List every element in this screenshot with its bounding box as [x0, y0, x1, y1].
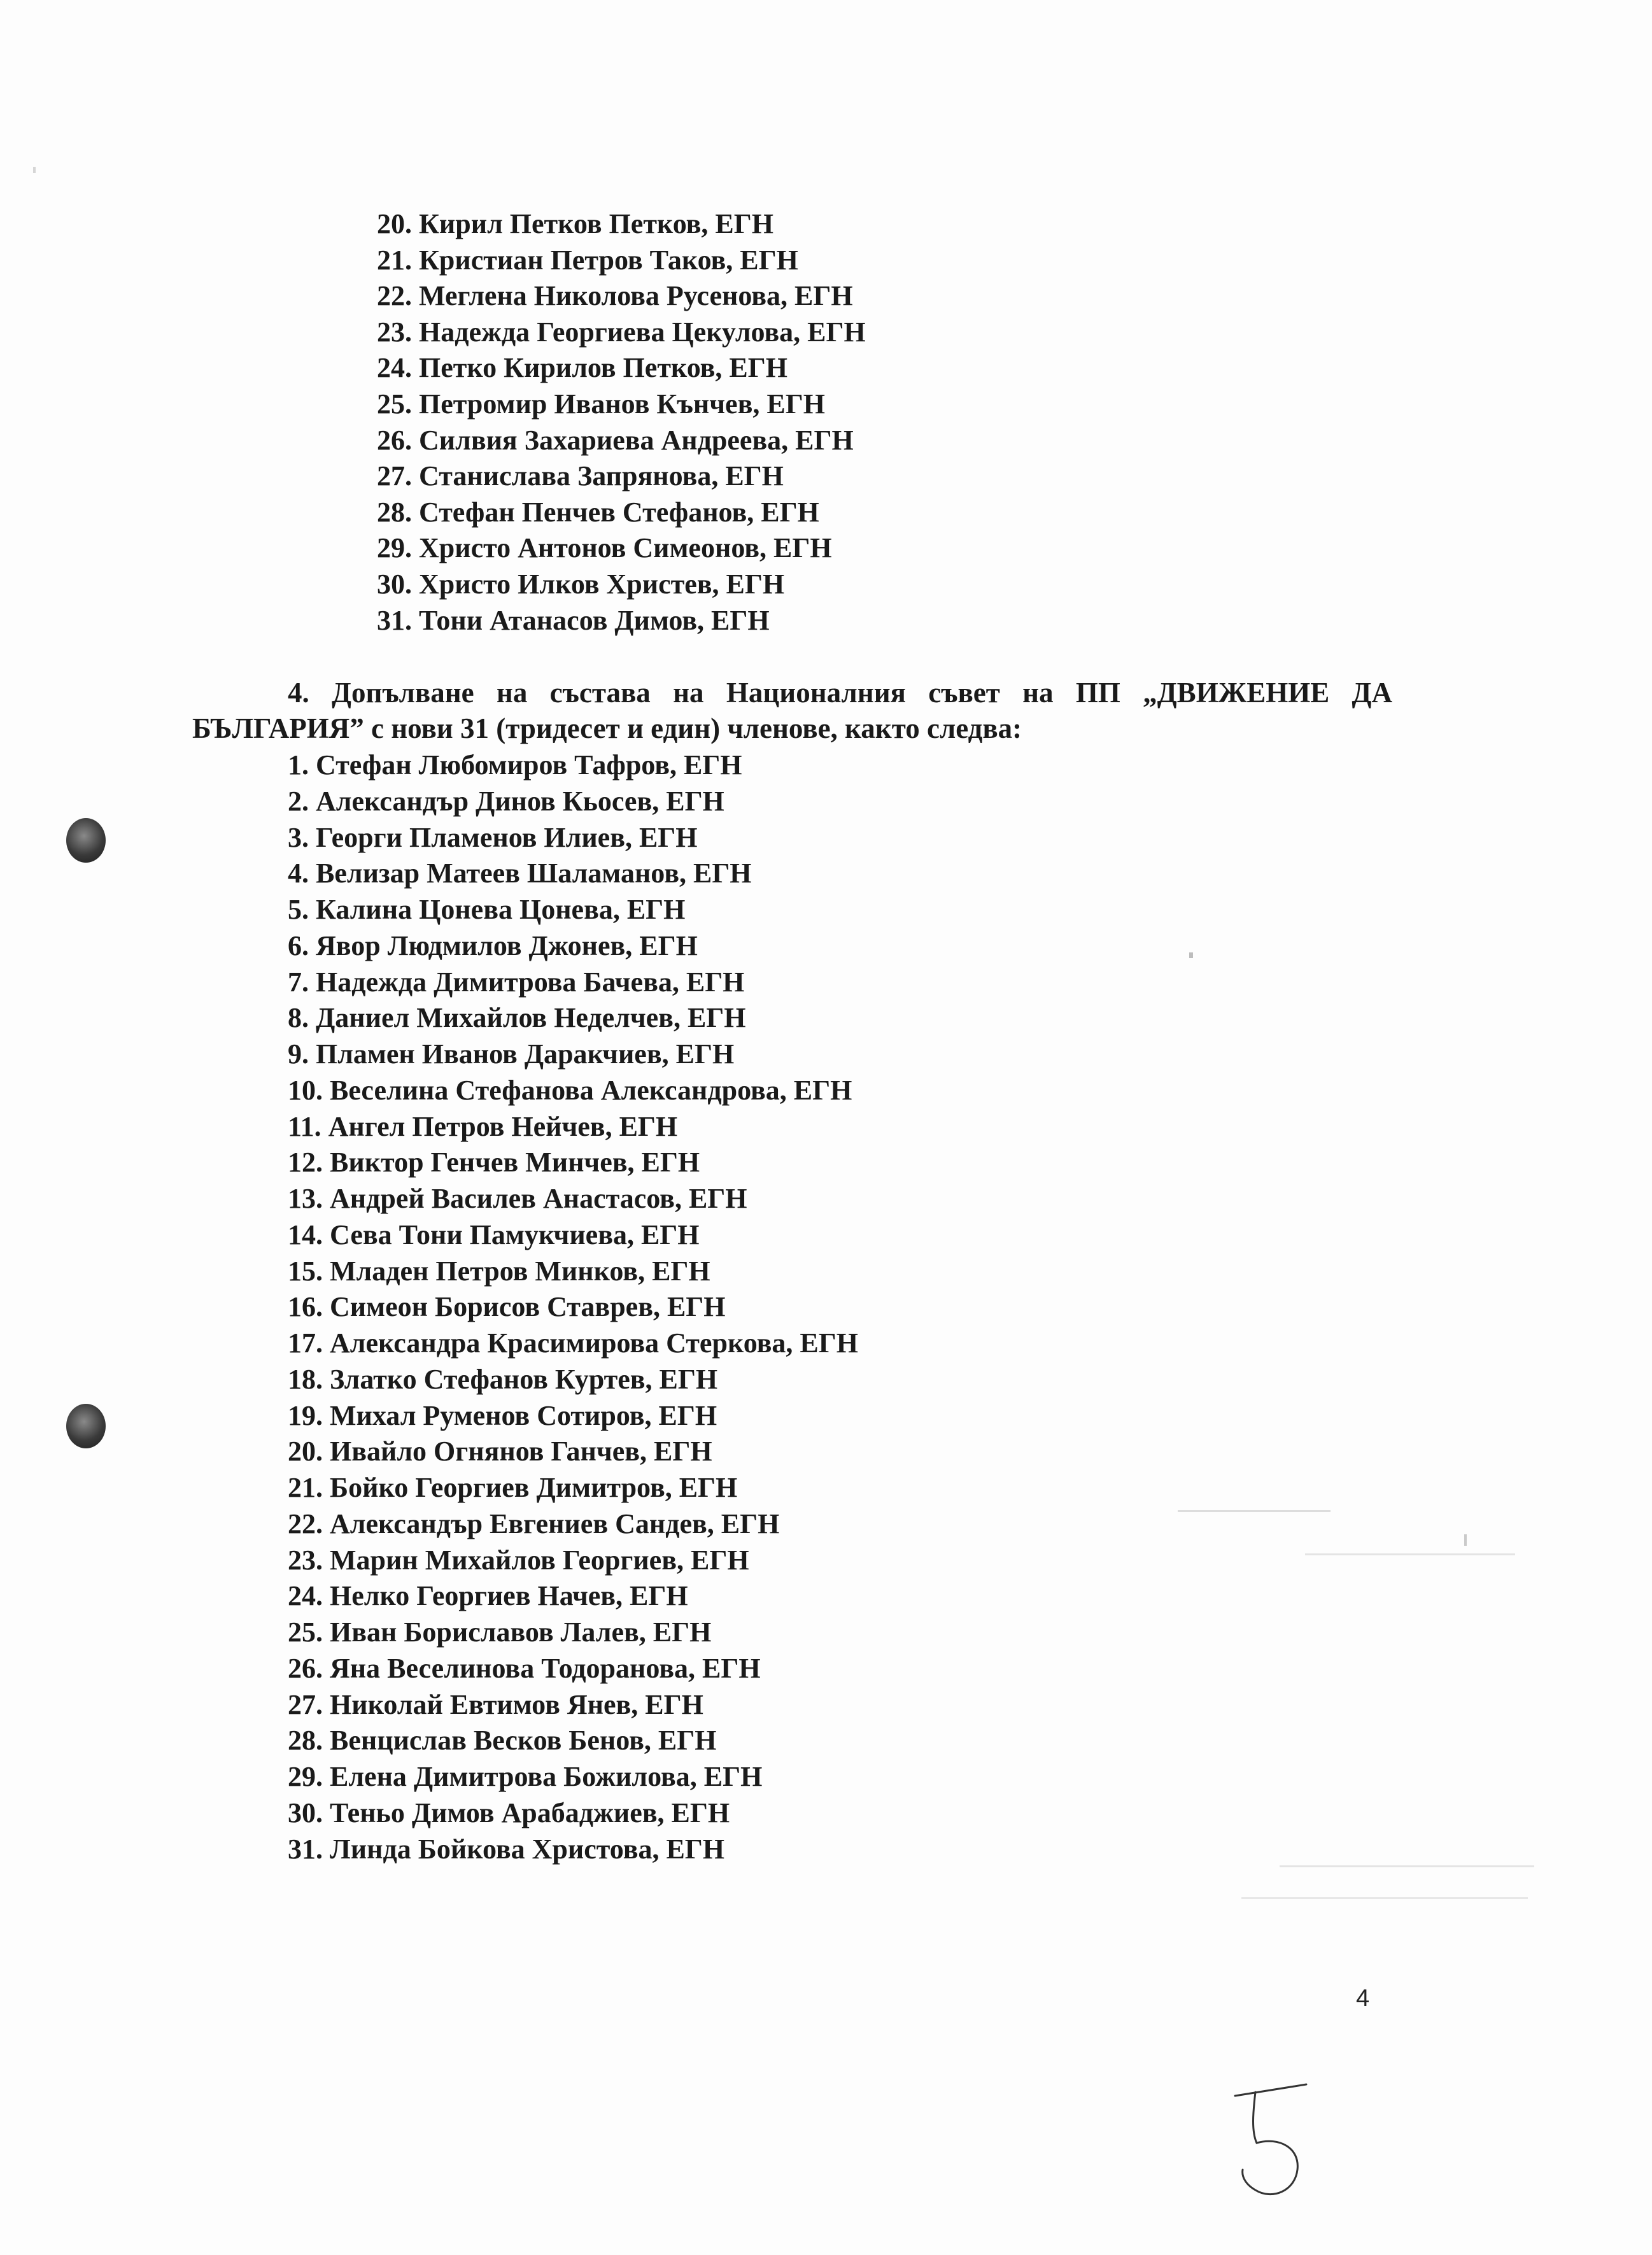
- list-item: 28. Венцислав Весков Бенов, ЕГН: [288, 1725, 717, 1757]
- list-item: 23. Марин Михайлов Георгиев, ЕГН: [288, 1544, 749, 1576]
- list-item: 27. Николай Евтимов Янев, ЕГН: [288, 1688, 703, 1720]
- list-item: 6. Явор Людмилов Джонев, ЕГН: [288, 930, 698, 961]
- paragraph-text: 4. Допълване на състава на Националния съвет на ПП „ДВИЖЕНИЕ ДА БЪЛГАРИЯ” с нови 31 (тридесет и един) членове, както следва:: [192, 677, 1392, 744]
- list-item: 20. Кирил Петков Петков, ЕГН: [377, 208, 773, 239]
- list-item: 14. Сева Тони Памукчиева, ЕГН: [288, 1219, 700, 1250]
- member-list-continued: [377, 206, 866, 639]
- list-item: 21. Кристиан Петров Таков, ЕГН: [377, 244, 798, 276]
- scan-speck: [33, 167, 36, 173]
- scan-speck: [1241, 1897, 1528, 1899]
- list-item: 7. Надежда Димитрова Бачева, ЕГН: [288, 966, 745, 998]
- list-item: 25. Иван Бориславов Лалев, ЕГН: [288, 1616, 712, 1648]
- list-item: 29. Христо Антонов Симеонов, ЕГН: [377, 532, 832, 564]
- list-item: 5. Калина Цонева Цонева, ЕГН: [288, 894, 686, 925]
- list-item: 24. Петко Кирилов Петков, ЕГН: [377, 352, 787, 384]
- list-item: 28. Стефан Пенчев Стефанов, ЕГН: [377, 496, 819, 528]
- list-item: 20. Ивайло Огнянов Ганчев, ЕГН: [288, 1436, 712, 1467]
- list-item: 30. Теньо Димов Арабаджиев, ЕГН: [288, 1797, 730, 1828]
- list-item: 26. Яна Веселинова Тодоранова, ЕГН: [288, 1652, 761, 1684]
- list-item: 24. Нелко Георгиев Начев, ЕГН: [288, 1580, 688, 1612]
- list-item: 8. Даниел Михайлов Неделчев, ЕГН: [288, 1002, 746, 1034]
- list-item: 23. Надежда Георгиева Цекулова, ЕГН: [377, 316, 866, 348]
- list-item: 27. Станислава Запрянова, ЕГН: [377, 460, 784, 492]
- punch-hole: [66, 1404, 106, 1448]
- list-item: 18. Златко Стефанов Куртев, ЕГН: [288, 1363, 718, 1395]
- list-item: 26. Силвия Захариева Андреева, ЕГН: [377, 424, 854, 456]
- list-item: 12. Виктор Генчев Минчев, ЕГН: [288, 1147, 700, 1178]
- list-item: 31. Тони Атанасов Димов, ЕГН: [377, 604, 770, 636]
- new-member-list: [288, 747, 858, 1867]
- scan-speck: [1178, 1510, 1331, 1512]
- list-item: 13. Андрей Василев Анастасов, ЕГН: [288, 1183, 747, 1214]
- handwritten-mark: [1229, 2082, 1311, 2203]
- list-item: 3. Георги Пламенов Илиев, ЕГН: [288, 821, 698, 853]
- list-item: 25. Петромир Иванов Кънчев, ЕГН: [377, 388, 825, 420]
- list-item: 29. Елена Димитрова Божилова, ЕГН: [288, 1761, 763, 1792]
- list-item: 1. Стефан Любомиров Тафров, ЕГН: [288, 749, 742, 781]
- list-item: 9. Пламен Иванов Даракчиев, ЕГН: [288, 1038, 735, 1070]
- scan-speck: [1464, 1534, 1467, 1546]
- list-item: 21. Бойко Георгиев Димитров, ЕГН: [288, 1472, 738, 1503]
- scan-speck: [1280, 1865, 1534, 1867]
- list-item: 10. Веселина Стефанова Александрова, ЕГН: [288, 1074, 852, 1106]
- list-item: 19. Михал Руменов Сотиров, ЕГН: [288, 1399, 717, 1431]
- scan-speck: [1189, 952, 1193, 958]
- list-item: 11. Ангел Петров Нейчев, ЕГН: [288, 1110, 678, 1142]
- page-number: 4: [1356, 1985, 1370, 2012]
- list-item: 16. Симеон Борисов Ставрев, ЕГН: [288, 1291, 726, 1323]
- list-item: 22. Александър Евгениев Сандев, ЕГН: [288, 1508, 780, 1539]
- list-item: 15. Младен Петров Минков, ЕГН: [288, 1255, 710, 1287]
- section-4-paragraph: [192, 675, 1392, 746]
- list-item: 17. Александра Красимирова Стеркова, ЕГН: [288, 1327, 858, 1359]
- scan-speck: [1305, 1553, 1515, 1555]
- list-item: 22. Меглена Николова Русенова, ЕГН: [377, 280, 853, 312]
- list-item: 4. Велизар Матеев Шаламанов, ЕГН: [288, 858, 752, 889]
- list-item: 2. Александър Динов Кьосев, ЕГН: [288, 785, 724, 817]
- list-item: 31. Линда Бойкова Христова, ЕГН: [288, 1833, 725, 1865]
- list-item: 30. Христо Илков Христев, ЕГН: [377, 568, 785, 600]
- punch-hole: [66, 818, 106, 863]
